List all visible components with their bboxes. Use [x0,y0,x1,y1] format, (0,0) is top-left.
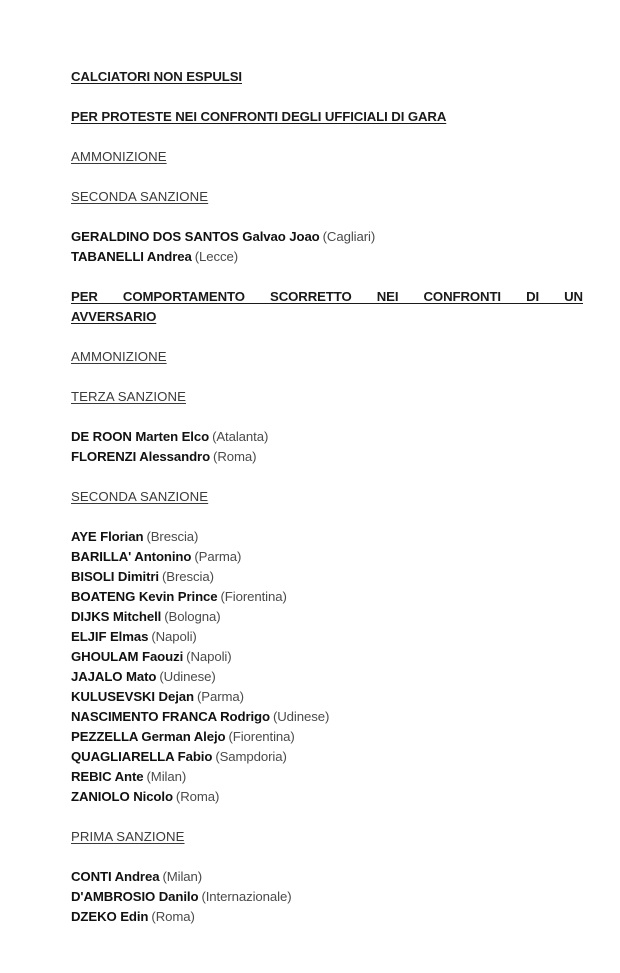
spacer [71,367,583,387]
player-row [71,727,583,747]
player-name: BOATENG Kevin Prince [71,589,218,604]
spacer [71,847,583,867]
player-name: GERALDINO DOS SANTOS Galvao Joao [71,229,320,244]
spacer [71,87,583,107]
player-name: PEZZELLA German Alejo [71,729,226,744]
player-row [71,907,583,927]
player-club: (Parma) [196,689,244,704]
group-label: TERZA SANZIONE [71,389,186,404]
player-club: (Roma) [151,909,195,924]
group-label: SECONDA SANZIONE [71,489,209,504]
player-row [71,867,583,887]
section-title-misconduct-line1: PER COMPORTAMENTO SCORRETTO NEI CONFRONTI DI UN [71,289,583,304]
player-club: (Lecce) [194,249,239,264]
player-row [71,627,583,647]
spacer [71,467,583,487]
player-row [71,547,583,567]
player-row [71,747,583,767]
player-club: (Udinese) [159,669,216,684]
player-club: (Sampdoria) [215,749,287,764]
group-label: PRIMA SANZIONE [71,829,185,844]
player-club: (Fiorentina) [220,589,287,604]
player-name: TABANELLI Andrea [71,249,192,264]
document-heading: CALCIATORI NON ESPULSI [71,69,242,84]
player-row [71,787,583,807]
player-club: (Cagliari) [322,229,376,244]
player-row [71,647,583,667]
player-row [71,427,583,447]
player-club: (Milan) [162,869,203,884]
category-ammonizione: AMMONIZIONE [71,149,167,164]
player-name: AYE Florian [71,529,144,544]
spacer [71,207,583,227]
player-name: BISOLI Dimitri [71,569,159,584]
player-club: (Brescia) [162,569,214,584]
player-row [71,587,583,607]
player-row [71,227,583,247]
spacer [71,327,583,347]
player-name: DZEKO Edin [71,909,149,924]
player-name: QUAGLIARELLA Fabio [71,749,213,764]
player-club: (Napoli) [151,629,197,644]
player-name: D'AMBROSIO Danilo [71,889,199,904]
player-club: (Fiorentina) [228,729,295,744]
player-club: (Roma) [213,449,257,464]
player-row [71,687,583,707]
player-row [71,247,583,267]
spacer [71,407,583,427]
document-body [71,67,583,927]
player-name: NASCIMENTO FRANCA Rodrigo [71,709,270,724]
player-club: (Atalanta) [212,429,269,444]
player-row [71,607,583,627]
player-name: JAJALO Mato [71,669,157,684]
player-club: (Parma) [194,549,242,564]
player-row [71,527,583,547]
player-row [71,447,583,467]
player-name: ELJIF Elmas [71,629,149,644]
player-name: KULUSEVSKI Dejan [71,689,194,704]
player-row [71,567,583,587]
player-name: DE ROON Marten Elco [71,429,210,444]
player-name: BARILLA' Antonino [71,549,192,564]
section-title-misconduct-line2: AVVERSARIO [71,309,157,324]
category-ammonizione: AMMONIZIONE [71,349,167,364]
spacer [71,267,583,287]
player-club: (Bologna) [164,609,221,624]
player-club: (Milan) [146,769,187,784]
spacer [71,807,583,827]
player-name: FLORENZI Alessandro [71,449,211,464]
section-title-protests: PER PROTESTE NEI CONFRONTI DEGLI UFFICIALI DI GARA [71,109,447,124]
player-name: CONTI Andrea [71,869,160,884]
player-club: (Roma) [175,789,220,804]
player-name: GHOULAM Faouzi [71,649,184,664]
player-club: (Napoli) [186,649,232,664]
player-club: (Brescia) [146,529,199,544]
player-club: (Internazionale) [201,889,292,904]
player-name: DIJKS Mitchell [71,609,162,624]
group-label: SECONDA SANZIONE [71,189,209,204]
player-name: ZANIOLO Nicolo [71,789,173,804]
player-row [71,887,583,907]
spacer [71,127,583,147]
player-row [71,707,583,727]
player-row [71,767,583,787]
spacer [71,507,583,527]
player-name: REBIC Ante [71,769,144,784]
player-row [71,667,583,687]
spacer [71,167,583,187]
player-club: (Udinese) [272,709,330,724]
